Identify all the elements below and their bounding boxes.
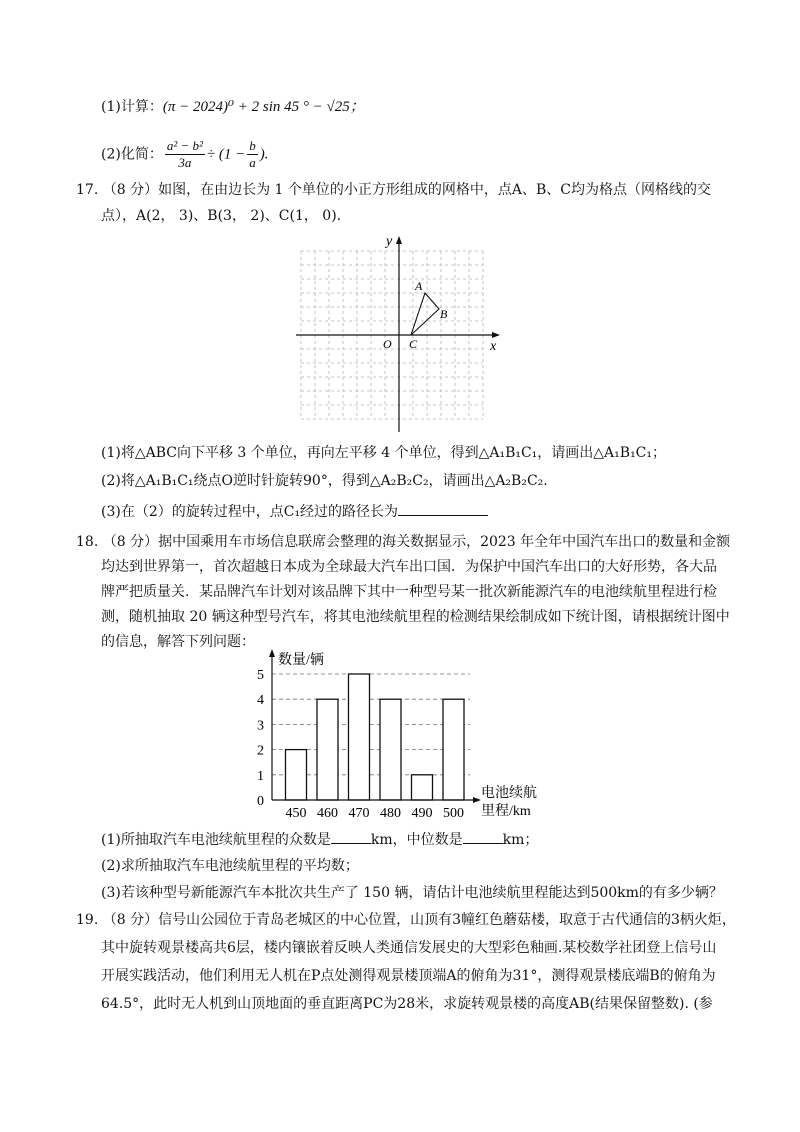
q19-line2: 其中旋转观景楼高共6层，楼内镶嵌着反映人类通信发展史的大型彩色釉画.某校数学社团登上信号山 xyxy=(101,940,717,956)
q18-bar xyxy=(380,699,401,800)
q16-fraction-b-over-a: $\frac{b}{a}$ xyxy=(249,138,256,170)
q17-sub2: (2)将△A₁B₁C₁绕点O逆时针旋转90°，得到△A₂B₂C₂，请画出△A₂B₂C₂. xyxy=(101,473,548,489)
q17-answer-blank[interactable] xyxy=(398,501,488,516)
q18-x-axis-title-line2: 里程/km xyxy=(481,804,531,819)
q17-point-a-label: A xyxy=(415,279,423,293)
q19-line3: 开展实践活动，他们利用无人机在P点处测得观景楼顶端A的俯角为31°，测得观景楼底端B的俯角为 xyxy=(101,968,716,984)
q18-x-tick-label: 470 xyxy=(348,806,370,821)
q18-bar xyxy=(317,699,338,800)
q18-y-tick-label: 3 xyxy=(257,718,264,734)
q18-sub3: (3)若该种型号新能源汽车本批次共生产了 150 辆，请估计电池续航里程能达到500km的有多少辆？ xyxy=(101,885,723,901)
q17-line2: 点），A(2， 3)、B(3， 2)、C(1， 0). xyxy=(101,208,342,224)
q18-x-tick-label: 480 xyxy=(380,806,401,821)
q17-origin-label: O xyxy=(383,337,392,351)
q18-y-tick-label: 1 xyxy=(257,768,264,784)
q19-line4: 64.5°，此时无人机到山顶地面的垂直距离PC为28米，求旋转观景楼的高度AB(结果保留整数). (参 xyxy=(101,996,713,1012)
q18-sub1: (1)所抽取汽车电池续航里程的众数是 km，中位数是 km； xyxy=(101,829,538,850)
q18-y-axis-arrow xyxy=(269,649,275,657)
q16-part2: (2)化简： $\frac{\text{a² − b²}}{3a}$ ÷ (1 − $\frac{b}{a}$ ). xyxy=(101,138,269,170)
q17-line1: 17. （8 分）如图，在由边长为 1 个单位的小正方形组成的网格中，点A、B、C均为格点（网格线的交 xyxy=(76,182,711,198)
q18-bar xyxy=(412,775,433,800)
q18-line5: 的信息，解答下列问题： xyxy=(101,634,255,650)
q17-point-c-label: C xyxy=(409,337,418,351)
q18-line3: 牌严把质量关．某品牌汽车计划对该品牌下其中一种型号某一批次新能源汽车的电池续航里程进行检 xyxy=(101,584,717,600)
q18-y-axis-title: 数量/辆 xyxy=(278,653,324,668)
q17-x-axis-arrow xyxy=(492,332,500,338)
q16-fraction: $\frac{\text{a² − b²}}{3a}$ xyxy=(166,138,203,170)
q18-y-tick-label: 2 xyxy=(257,743,264,759)
q16-part1-expression: (π − 2024)⁰ + 2 sin 45 ° − √25； xyxy=(162,99,365,115)
q18-mode-blank[interactable] xyxy=(331,829,371,844)
q17-point-b-label: B xyxy=(440,307,448,321)
q17-triangle-abc xyxy=(411,293,439,335)
q18-x-axis-title-line1: 电池续航 xyxy=(481,786,537,801)
q18-sub2: (2)求所抽取汽车电池续航里程的平均数； xyxy=(101,858,359,874)
q19-line1: 19. （8 分）信号山公园位于青岛老城区的中心位置，山顶有3幢红色蘑菇楼，取意于古代通信的3柄火炬， xyxy=(76,912,736,928)
q17-sub1: (1)将△ABC向下平移 3 个单位，再向左平移 4 个单位，得到△A₁B₁C₁，请画出△A₁B₁C₁； xyxy=(101,445,667,461)
q17-x-label: x xyxy=(490,339,497,354)
q18-y-tick-label: 4 xyxy=(257,693,264,709)
q17-y-axis-arrow xyxy=(396,236,402,244)
q18-median-blank[interactable] xyxy=(463,829,503,844)
q18-x-tick-label: 500 xyxy=(443,806,464,821)
q18-line1: 18. （8 分）据中国乘用车市场信息联席会整理的海关数据显示，2023 年全年中国汽车出口的数量和金额 xyxy=(76,534,731,550)
q18-bar xyxy=(443,699,464,800)
q18-y-tick-label: 0 xyxy=(257,794,264,809)
q18-x-tick-label: 490 xyxy=(411,806,433,821)
q18-x-tick-label: 460 xyxy=(317,806,338,821)
q17-grid-figure xyxy=(0,232,800,432)
q16-part1: (1)计算：(π − 2024)⁰ + 2 sin 45 ° − √25； xyxy=(101,99,365,115)
q17-y-label: y xyxy=(386,234,393,249)
q18-line4: 测，随机抽取 20 辆这种型号汽车，将其电池续航里程的检测结果绘制成如下统计图，请根据统计图中 xyxy=(101,609,730,625)
q18-bar-chart xyxy=(0,645,800,825)
q18-x-tick-label: 450 xyxy=(285,806,307,821)
q18-bar xyxy=(286,750,307,800)
q18-x-axis-arrow xyxy=(473,797,481,803)
q18-bar xyxy=(349,674,370,800)
q17-sub3: (3)在（2）的旋转过程中，点C₁经过的路径长为 xyxy=(101,501,488,522)
q18-line2: 均达到世界第一，首次超越日本成为全球最大汽车出口国．为保护中国汽车出口的大好形势，各大品 xyxy=(101,559,717,575)
q18-y-tick-label: 5 xyxy=(257,668,264,683)
